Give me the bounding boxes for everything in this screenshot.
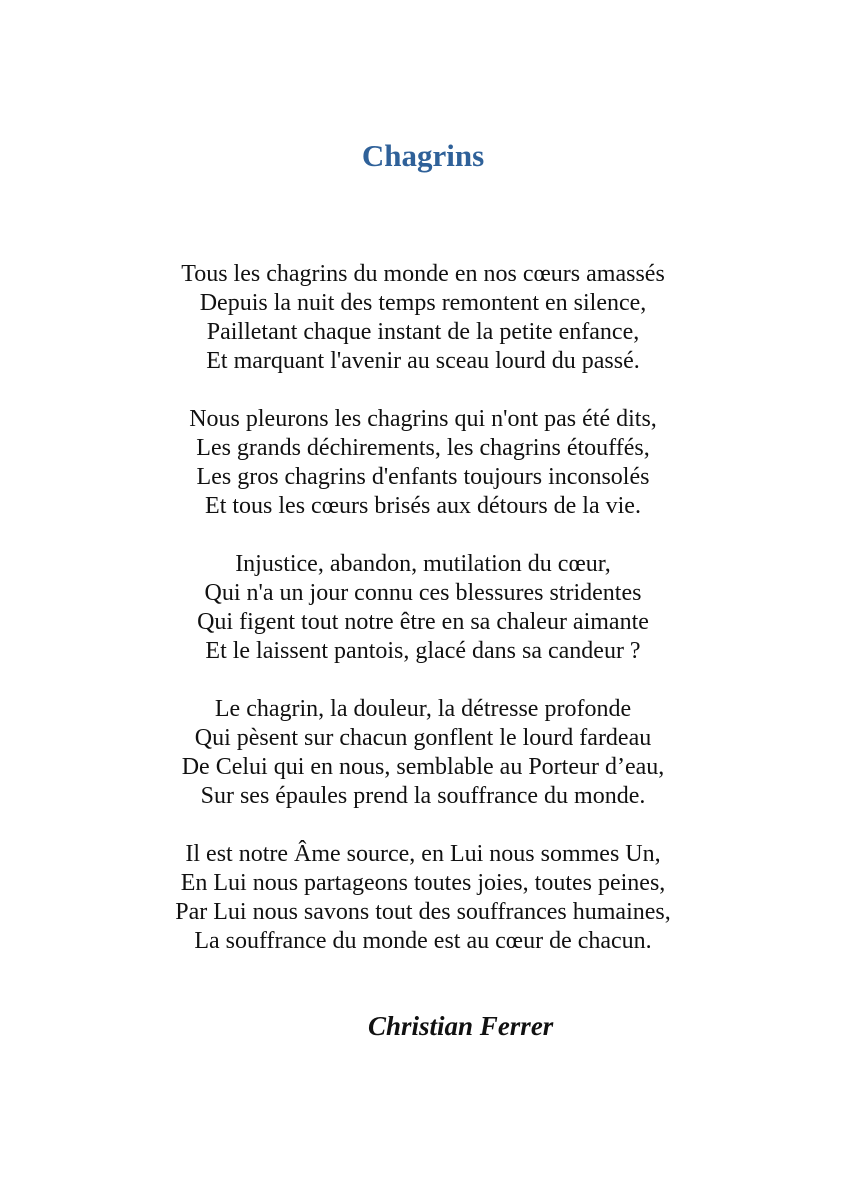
poem-line: Par Lui nous savons tout des souffrances humaines, bbox=[175, 899, 671, 925]
poem-line: Le chagrin, la douleur, la détresse profonde bbox=[214, 696, 632, 722]
poem-line: Et tous les cœurs brisés aux détours de la vie. bbox=[205, 493, 641, 519]
poem-line: En Lui nous partageons toutes joies, toutes peines, bbox=[180, 870, 666, 896]
poem-line: Pailletant chaque instant de la petite enfance, bbox=[206, 319, 640, 345]
poem-line: De Celui qui en nous, semblable au Porteur d’eau, bbox=[181, 754, 665, 780]
author-signature: Christian Ferrer bbox=[368, 1011, 554, 1041]
stanza-3 bbox=[0, 550, 846, 666]
stanza-5 bbox=[0, 840, 846, 956]
poem-line: Tous les chagrins du monde en nos cœurs amassés bbox=[181, 261, 665, 287]
poem-line: Et marquant l'avenir au sceau lourd du passé. bbox=[206, 348, 640, 374]
poem-line: Injustice, abandon, mutilation du cœur, bbox=[235, 551, 611, 577]
poem-line: Nous pleurons les chagrins qui n'ont pas été dits, bbox=[189, 406, 657, 432]
poem-line: Depuis la nuit des temps remontent en silence, bbox=[199, 290, 647, 316]
poem-line: Et le laissent pantois, glacé dans sa candeur ? bbox=[205, 638, 641, 664]
stanza-1 bbox=[0, 260, 846, 376]
poem-line: Qui n'a un jour connu ces blessures stridentes bbox=[204, 580, 642, 606]
poem-line: Les grands déchirements, les chagrins étouffés, bbox=[196, 435, 650, 461]
poem-line: Qui pèsent sur chacun gonflent le lourd fardeau bbox=[194, 725, 652, 751]
stanza-4 bbox=[0, 695, 846, 811]
poem-body bbox=[0, 260, 846, 985]
poem-line: Qui figent tout notre être en sa chaleur aimante bbox=[197, 609, 649, 635]
stanza-2 bbox=[0, 405, 846, 521]
poem-line: Sur ses épaules prend la souffrance du monde. bbox=[200, 783, 646, 809]
poem-title: Chagrins bbox=[361, 138, 485, 173]
poem-line: Il est notre Âme source, en Lui nous sommes Un, bbox=[185, 841, 661, 867]
poem-line: Les gros chagrins d'enfants toujours inconsolés bbox=[196, 464, 650, 490]
poem-line: La souffrance du monde est au cœur de chacun. bbox=[194, 928, 652, 954]
